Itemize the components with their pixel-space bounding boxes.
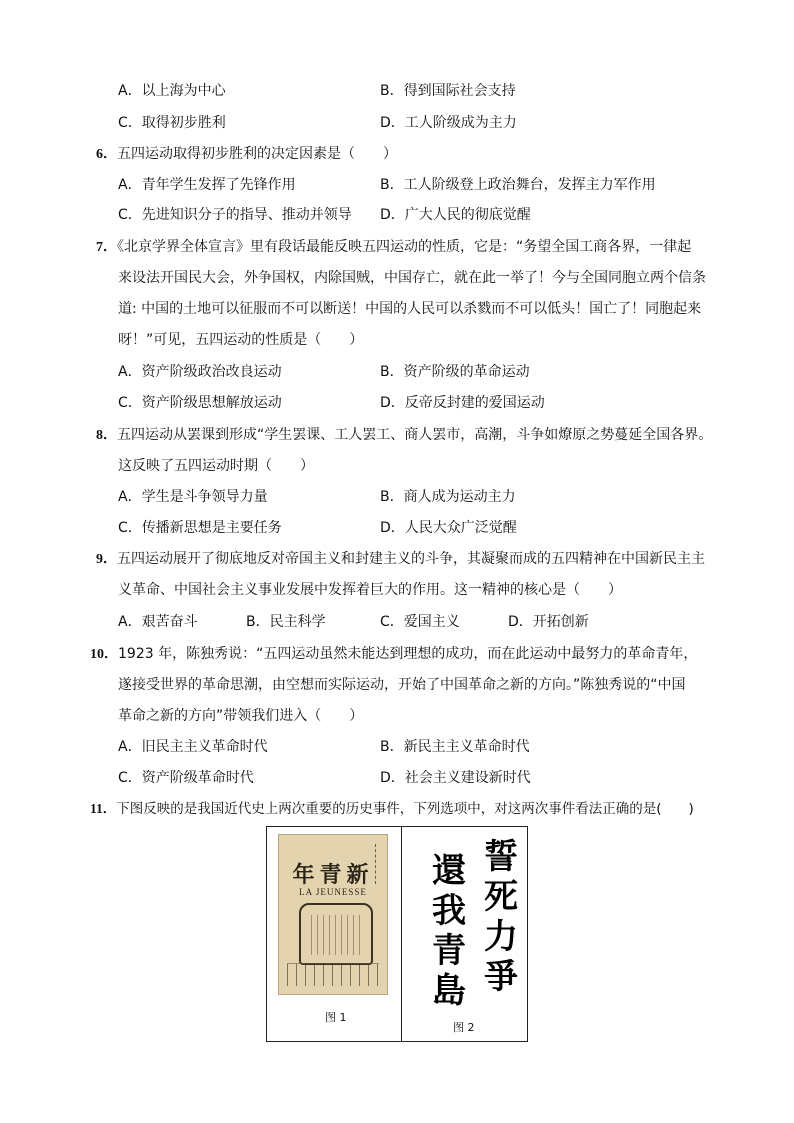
option-b: B．民主科学 [246,614,326,630]
option-d: D．反帝反封建的爱国运动 [380,395,545,411]
option-d: D．开拓创新 [508,614,589,630]
question-text: 这反映了五四运动时期（ ） [118,458,314,474]
question-text: 义革命、中国社会主义事业发展中发挥着巨大的作用。这一精神的核心是（ ） [118,582,622,598]
question-number: 11． [90,801,117,816]
question-10-stem [90,644,697,665]
question-8-stem [96,425,712,446]
question-6-stem [96,144,397,165]
option-d: D．工人阶级成为主力 [380,115,517,131]
option-a: A．学生是斗争领导力量 [118,489,268,505]
question-9-stem [96,549,705,570]
cover-subtitle: LA JEUNESSE [299,887,367,897]
figure-panel [266,826,528,1042]
option-c: C．资产阶级思想解放运动 [118,395,282,411]
question-text: 《北京学界全体宣言》里有段话最能反映五四运动的性质，它是：“务望全国工商各界，一律起 [117,239,692,255]
option-b: B．新民主主义革命时代 [380,739,530,755]
question-11-stem [90,799,694,819]
question-text: 五四运动从罢课到形成“学生罢课、工人罢工、商人罢市，高潮，斗争如燎原之势蔓延全国各界。 [117,427,713,443]
question-text: 五四运动展开了彻底地反对帝国主义和封建主义的斗争，其凝聚而成的五四精神在中国新民主主 [117,551,705,567]
cover-title: 年青新 [292,862,374,888]
option-a: A．艰苦奋斗 [118,614,198,630]
option-d: D．人民大众广泛觉醒 [380,520,517,536]
option-c: C．爱国主义 [380,614,460,630]
question-text: 呀！”可见，五四运动的性质是（ ） [118,332,364,348]
question-text: 五四运动取得初步胜利的决定因素是（ ） [117,146,397,162]
option-b: B．得到国际社会支持 [380,83,516,99]
option-b: B．商人成为运动主力 [380,489,516,505]
question-text: 1923 年，陈独秀说：“五四运动虽然未能达到理想的成功，而在此运动中最努力的革命青年， [118,646,698,662]
cover-publisher-band [287,963,379,986]
question-number: 7． [96,240,117,255]
question-text: 道: 中国的土地可以征服而不可以断送！中国的人民可以杀戮而不可以低头！国亡了！同胞起来 [118,301,702,317]
question-text: 革命之新的方向”带领我们进入（ ） [118,708,364,724]
question-number: 10． [90,647,118,662]
calligraphy-text: 誓 死 力 爭 [484,837,518,997]
question-text: 来设法开国民大会，外争国权，内除国贼，中国存亡，就在此一举了！今与全国同胞立两个信条 [118,270,706,286]
option-a: A．资产阶级政治改良运动 [118,364,282,380]
question-7-stem [96,237,691,258]
option-c: C．传播新思想是主要任务 [118,520,282,536]
question-text: 下图反映的是我国近代史上两次重要的历史事件，下列选项中，对这两次事件看法正确的是( ) [116,801,694,817]
figure-divider [401,827,402,1041]
option-a: A．以上海为中心 [118,83,226,99]
question-text: 遂接受世界的革命思潮，由空想而实际运动，开始了中国革命之新的方向。”陈独秀说的“中国 [118,677,686,693]
question-number: 8． [96,428,117,443]
calligraphy-text: 還 我 青 島 [432,851,466,1011]
option-b: B．资产阶级的革命运动 [380,364,530,380]
option-c: C．取得初步胜利 [118,115,226,131]
new-youth-magazine-cover-image [278,834,388,995]
question-number: 9． [96,552,117,567]
calligraphy-column-right [475,837,527,997]
option-a: A．青年学生发挥了先锋作用 [118,177,296,193]
option-b: B．工人阶级登上政治舞台，发挥主力军作用 [380,177,656,193]
figure-1-label: 图 1 [325,1011,347,1024]
option-c: C．先进知识分子的指导、推动并领导 [118,207,352,223]
calligraphy-slogan-image [417,837,527,1011]
option-a: A．旧民主主义革命时代 [118,739,268,755]
option-d: D．社会主义建设新时代 [380,770,531,786]
option-d: D．广大人民的彻底觉醒 [380,207,531,223]
cover-contents-frame [299,903,373,965]
question-number: 6． [96,147,117,162]
calligraphy-column-left [423,851,475,1011]
figure-2-label: 图 2 [453,1021,475,1034]
option-c: C．资产阶级革命时代 [118,770,254,786]
